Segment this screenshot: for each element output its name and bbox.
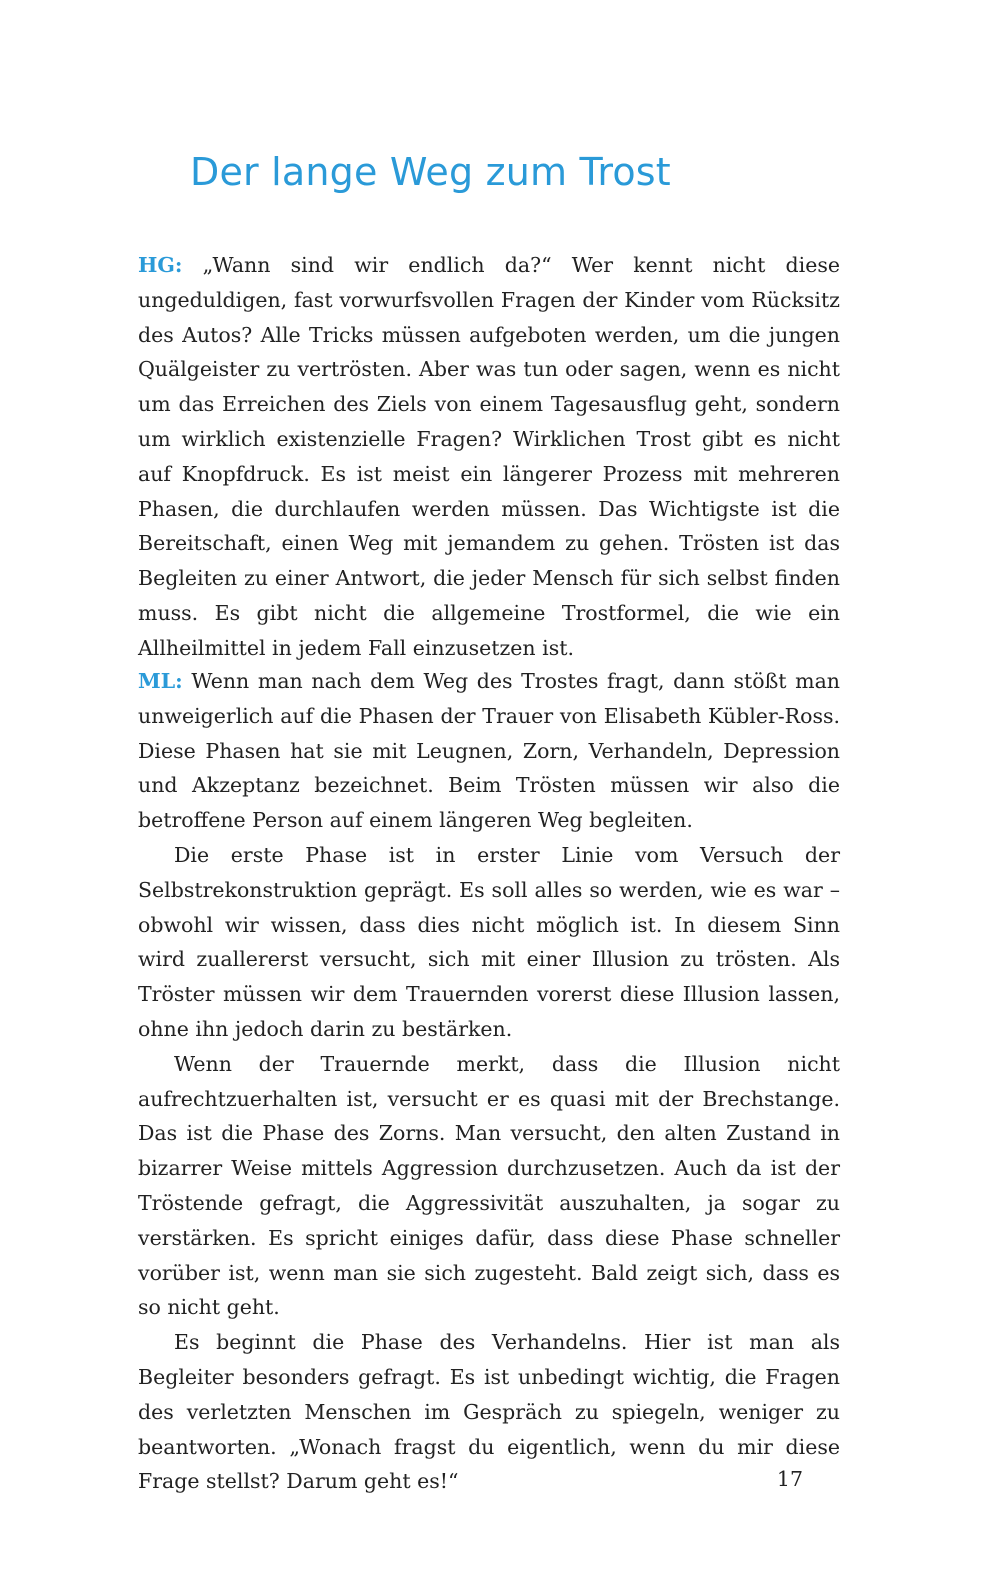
paragraph: Die erste Phase ist in erster Linie vom Versuch der Selbstrekonstruktion geprägt. Es soll alles so werden, wie es war – obwohl wir wissen, dass dies nicht möglich ist. In diesem Sinn wird zuallererst versucht, sich mit einer Illusion zu trösten. Als Tröster müssen wir dem Trauernden vorerst diese Illusion lassen, ohne ihn jedoch darin zu bestärken. (138, 842, 840, 1041)
page-number: 17 (776, 1467, 803, 1491)
paragraph (138, 664, 840, 838)
speaker-label: HG: (138, 253, 183, 277)
paragraph: Wenn der Trauernde merkt, dass die Illusion nicht aufrechtzuerhalten ist, versucht er es quasi mit der Brechstange. Das ist die Phase des Zorns. Man versucht, den alten Zustand in bizarrer Weise mittels Aggression durchzusetzen. Auch da ist der Tröstende gefragt, die Aggressivität auszuhalten, ja sogar zu verstärken. Es spricht einiges dafür, dass diese Phase schneller vorüber ist, wenn man sie sich zugesteht. Bald zeigt sich, dass es so nicht geht. (138, 1051, 840, 1320)
chapter-title: Der lange Weg zum Trost (190, 150, 671, 194)
dialogue-section-hg (138, 248, 840, 666)
paragraph-text: Wenn man nach dem Weg des Trostes fragt, dann stößt man unweigerlich auf die Phasen der Trauer von Elisabeth Kübler-Ross. Diese Phasen hat sie mit Leugnen, Zorn, Verhandeln, Depression und Akzeptanz bezeichnet. Beim Trösten müssen wir also die betroffene Person auf einem längeren Weg begleiten. (138, 669, 840, 833)
speaker-label: ML: (138, 669, 183, 693)
paragraph: Es beginnt die Phase des Verhandelns. Hier ist man als Begleiter besonders gefragt. Es ist unbedingt wichtig, die Fragen des verletzten Menschen im Gespräch zu spiegeln, weniger zu beantworten. „Wonach fragst du eigentlich, wenn du mir diese Frage stellst? Darum geht es!“ (138, 1330, 840, 1494)
dialogue-section-ml (138, 664, 840, 1499)
paragraph-text: „Wann sind wir endlich da?“ Wer kennt nicht diese ungeduldigen, fast vorwurfsvollen Fragen der Kinder vom Rücksitz des Autos? Alle Tricks müssen aufgeboten werden, um die jungen Quälgeister zu vertrösten. Aber was tun oder sagen, wenn es nicht um das Erreichen des Ziels von einem Tagesausflug geht, sondern um wirklich existenzielle Fragen? Wirklichen Trost gibt es nicht auf Knopfdruck. Es ist meist ein längerer Prozess mit mehreren Phasen, die durchlaufen werden müssen. Das Wichtigste ist die Bereitschaft, einen Weg mit jemandem zu gehen. Trösten ist das Begleiten zu einer Antwort, die jeder Mensch für sich selbst finden muss. Es gibt nicht die allgemeine Trostformel, die wie ein Allheilmittel in jedem Fall einzusetzen ist. (138, 253, 840, 660)
paragraph (138, 248, 840, 666)
